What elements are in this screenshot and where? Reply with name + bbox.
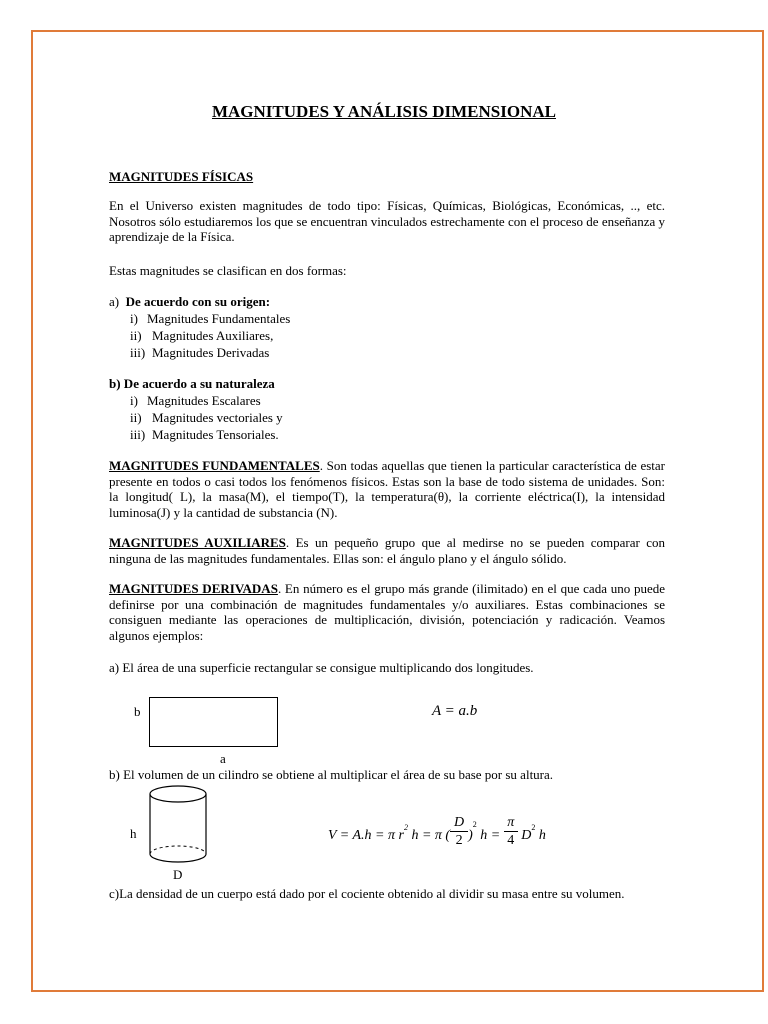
document-title: MAGNITUDES Y ANÁLISIS DIMENSIONAL [211,102,556,121]
rectangle-label-b: b [134,704,141,719]
fundamentales-paragraph: MAGNITUDES FUNDAMENTALES. Son todas aquellas que tienen la particular característica de estar presente en todos o casi todos los fenómenos físicos. Estas son la base de todo sistema de unidades. Son: la longitud( L), la masa(M), el tiempo(T), la temperatura(θ), la corriente eléctrica(I), la intensidad luminosa(J) y la cantidad de substancia (N). [109,458,665,520]
list-item: ii) Magnitudes Auxiliares, [130,328,274,343]
example-c-text: c)La densidad de un cuerpo está dado por el cociente obtenido al dividir su masa entre su volumen. [109,886,625,901]
cylinder-label-h: h [130,826,137,841]
classification-b-heading: b) De acuerdo a su naturaleza [109,376,275,391]
rectangle-label-a: a [220,751,226,766]
example-a-text: a) El área de una superficie rectangular se consigue multiplicando dos longitudes. [109,660,534,675]
cylinder-diagram [145,782,211,868]
section-heading-magnitudes-fisicas: MAGNITUDES FÍSICAS [109,169,254,184]
volume-formula: V = A.h = π $r^2$ h = π ( $\frac{D}{2}$ )$^2$ h = $\frac{\pi}{4}$ $D^2$ h [328,815,546,848]
list-item: iii) Magnitudes Derivadas [130,345,270,360]
classification-a-heading [109,294,665,310]
example-b-text: b) El volumen de un cilindro se obtiene al multiplicar el área de su base por su altura. [109,767,554,782]
classification-a-title: De acuerdo con su origen: [125,294,271,309]
classification-a-label: a) [109,294,120,309]
auxiliares-heading: MAGNITUDES AUXILIARES [109,535,286,550]
fundamentales-heading: MAGNITUDES FUNDAMENTALES [109,458,320,473]
derivadas-paragraph: MAGNITUDES DERIVADAS. En número es el grupo más grande (ilimitado) en el que cada uno puede definirse por una combinación de magnitudes fundamentales y/o auxiliares. Estas combinaciones se consiguen mediante las operaciones de multiplicación, división, potenciación y radicación. Veamos algunos ejemplos: [109,581,666,643]
list-item: ii) Magnitudes vectoriales y [130,410,283,425]
derivadas-heading: MAGNITUDES DERIVADAS [109,581,278,596]
list-item: iii) Magnitudes Tensoriales. [130,427,279,442]
cylinder-label-d: D [173,867,183,882]
classification-intro: Estas magnitudes se clasifican en dos formas: [109,263,347,278]
intro-paragraph: En el Universo existen magnitudes de todo tipo: Físicas, Químicas, Biológicas, Económicas, .., etc. Nosotros sólo estudiaremos los que se encuentran vinculados estrechamente con el proceso de enseñanza y aprendizaje de la Física. [109,198,665,244]
auxiliares-paragraph: MAGNITUDES AUXILIARES. Es un pequeño grupo que al medirse no se pueden comparar con ninguna de las magnitudes fundamentales. Ellas son: el ángulo plano y el ángulo sólido. [109,535,665,566]
rectangle-diagram [149,697,278,747]
list-item: i) Magnitudes Fundamentales [130,311,291,326]
list-item: i) Magnitudes Escalares [130,393,261,408]
area-formula: A = a.b [432,703,478,719]
